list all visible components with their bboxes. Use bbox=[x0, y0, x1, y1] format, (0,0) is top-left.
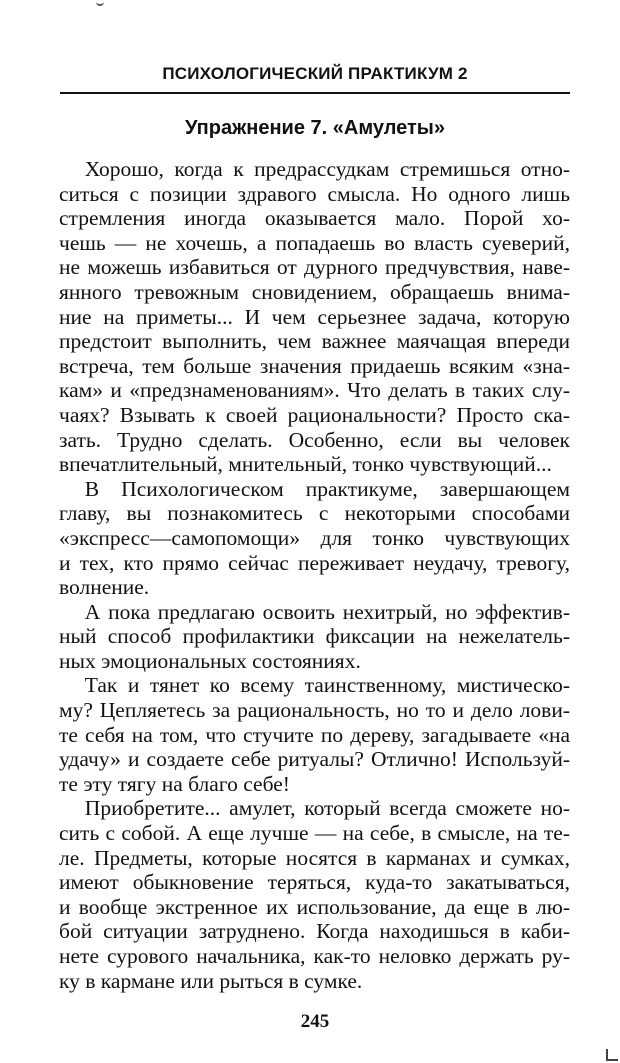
text-line: чаях? Взывать к своей рациональности? Просто ска- bbox=[59, 402, 570, 427]
header-rule bbox=[60, 92, 570, 94]
section-title: Упражнение 7. «Амулеты» bbox=[184, 117, 446, 139]
scan-corner-mark bbox=[606, 1049, 618, 1061]
text-line: кам» и «предзнаменованиям». Что делать в таких слу- bbox=[59, 378, 570, 403]
text-line: те себя на том, что стучите по дереву, загадываете «на bbox=[59, 722, 570, 747]
text-line: му? Цепляетесь за рациональность, но то и дело лови- bbox=[59, 698, 570, 723]
body-text bbox=[59, 157, 570, 993]
text-line: чешь — не хочешь, а попадаешь во власть суеверий, bbox=[59, 230, 570, 255]
text-line: и вообще экстренное их использование, да еще в лю- bbox=[59, 894, 570, 919]
text-line: главу, вы познакомитесь с некоторыми способами bbox=[59, 501, 570, 526]
text-line: волнение. bbox=[59, 575, 150, 600]
text-line: нете сурового начальника, как-то неловко держать ру- bbox=[59, 944, 570, 968]
text-line: те эту тягу на благо себе! bbox=[59, 771, 290, 796]
text-line: впечатлительный, мнительный, тонко чувствующий... bbox=[59, 452, 552, 477]
text-line: бой ситуации затруднено. Когда находишься в каби- bbox=[59, 919, 570, 944]
text-line: ных эмоциональных состояниях. bbox=[59, 648, 361, 673]
text-line: удачу» и создаете себе ритуалы? Отлично! Используй- bbox=[59, 747, 570, 772]
text-line: ние на приметы... И чем серьезнее задача, которую bbox=[59, 304, 570, 329]
text-line: предстоит выполнить, чем важнее маячащая впереди bbox=[59, 329, 570, 354]
text-line: встреча, тем больше значения придаешь всяким «зна- bbox=[59, 353, 570, 378]
text-line: и тех, кто прямо сейчас переживает неудачу, тревогу, bbox=[59, 550, 570, 575]
text-line: Приобретите... амулет, который всегда сможете но- bbox=[84, 796, 570, 821]
text-line: сить с собой. А еще лучше — на себе, в смысле, на те- bbox=[59, 821, 570, 846]
text-line: янного тревожным сновидением, обращаешь внима- bbox=[59, 279, 570, 304]
text-line: ный способ профилактики фиксации на нежелатель- bbox=[59, 624, 570, 649]
text-line: «экспресс—самопомощи» для тонко чувствующих bbox=[59, 525, 570, 550]
text-line: ку в кармане или рыться в сумке. bbox=[59, 968, 363, 993]
text-line: А пока предлагаю освоить нехитрый, но эффектив- bbox=[84, 599, 570, 624]
text-line: ле. Предметы, которые носятся в карманах и сумках, bbox=[59, 845, 570, 870]
text-line: имеют обыкновение теряться, куда-то закатываться, bbox=[59, 870, 570, 895]
text-line: ситься с позиции здравого смысла. Но одного лишь bbox=[59, 181, 570, 206]
scan-artifact-mark bbox=[96, 0, 104, 6]
text-line: не можешь избавиться от дурного предчувствия, наве- bbox=[59, 255, 570, 280]
text-line: зать. Трудно сделать. Особенно, если вы человек bbox=[59, 427, 570, 452]
text-line: В Психологическом практикуме, завершающем bbox=[84, 476, 570, 501]
text-line: Так и тянет ко всему таинственному, мистическо- bbox=[84, 673, 570, 698]
page-number: 245 bbox=[300, 1011, 330, 1032]
text-line: стремления иногда оказывается мало. Порой хо- bbox=[59, 206, 570, 231]
running-head: ПСИХОЛОГИЧЕСКИЙ ПРАКТИКУМ 2 bbox=[162, 64, 468, 83]
text-line: Хорошо, когда к предрассудкам стремишься отно- bbox=[84, 157, 570, 181]
